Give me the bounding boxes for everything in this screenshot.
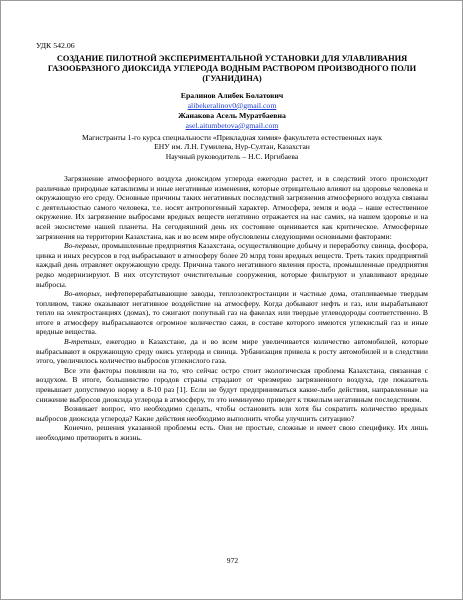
affiliation-line-3: Научный руководитель – Н.С. Иргибаева xyxy=(165,152,299,162)
paragraph-lead: В-третьих, xyxy=(64,337,102,347)
udk-code: УДК 542.06 xyxy=(36,41,75,50)
author-email-2[interactable]: asel.aitumbetova@gmail.com xyxy=(185,120,279,130)
paragraph-first-factor: Во-первых, промышленные предприятия Казахстана, осуществляющие добычу и переработку свинца, фосфора, цинка и иных ресурсов в год выбрасывают в атмосферу более 20 млрд тонн вредных веществ. Треть таких предприятий каждый день отравляет окружающую среду. Причина такого негативного явления проста, промышленные предприятия редко модернизируют. В них отсутствуют очистительные сооружения, которые фильтруют и улавливают вредные выбросы. xyxy=(36,241,428,289)
paragraph-lead: Во-первых, xyxy=(64,241,100,251)
author-block xyxy=(36,91,428,131)
paper-title: СОЗДАНИЕ ПИЛОТНОЙ ЭКСПЕРИМЕНТАЛЬНОЙ УСТАНОВКИ ДЛЯ УЛАВЛИВАНИЯ ГАЗООБРАЗНОГО ДИОКСИДА УГЛЕРОДА ВОДНЫМ РАСТВОРОМ ПРОИЗВОДНОГО ПОЛИ (ГУАНИДИНА) xyxy=(47,53,417,83)
paragraph-third-factor: В-третьих, ежегодно в Казахстане, да и во всем мире увеличивается количество автомобилей, которые выбрасывают в окружающую среду окись углерода и свинца. Урбанизация привела к росту автомобилей и в следствии этого, увеличилось количество выбросов углекислого газа. xyxy=(36,337,428,366)
article-body xyxy=(36,174,428,443)
paragraph-solution: Конечно, решения указанной проблемы есть. Они не простые, сложные и имеет свою специфику. Их лишь необходимо претворить в жизнь. xyxy=(36,423,428,443)
paragraph-second-factor: Во-вторых, нефтеперерабатывающие заводы, теплоэлектростанции и частные дома, отапливаемые твердым топливом, также оказывают негативное воздействие на атмосферу. Когда добывают нефть и газ, или вырабатывают тепло на электростанциях (домах), то сжигают попутный газ на факелах или твердые углеводороды соответственно. В итоге в атмосферу выбрасываются огромное количество сажи, в составе которого имеются углекислый газ и иные вредные вещества. xyxy=(36,289,428,337)
author-name-2: Жанакова Асель Муратбаевна xyxy=(178,110,286,120)
page-content xyxy=(36,41,428,443)
paragraph-consequences: Все эти факторы повлияли на то, что сейчас остро стоит экологическая проблема Казахстана, связанная с воздухом. В итоге, большинство городов страны страдают от чрезмерно загрязненного воздуха, где показатель превышает допустимую норму в 8-10 раз [1]. Если не будут предприниматься какие-либо действия, направленные на снижение выбросов диоксида углерода в атмосферу, то это неминуемо приведет к тяжелым негативным последствиям. xyxy=(36,365,428,404)
affiliation-line-1: Магистранты 1-го курса специальности «Прикладная химия» факультета естественных наук xyxy=(82,132,382,142)
page-number: 972 xyxy=(226,556,239,565)
author-email-1[interactable]: alibekeralinov0@gmail.com xyxy=(187,100,277,110)
paragraph-question: Возникает вопрос, что необходимо сделать, чтобы остановить или хотя бы сократить количество вредных выбросов диоксида углерода? Какие действия необходимо выполнить чтобы улучшить ситуацию? xyxy=(36,404,428,423)
paragraph-lead: Во-вторых, xyxy=(64,289,102,299)
paragraph-intro: Загрязнение атмосферного воздуха диоксидом углерода ежегодно растет, и в следствий этого происходит различные природные катаклизмы и иные негативные изменения, которые отрицательно влияют на здоровье человека и окружающую его среду. Основные причины таких негативных последствий загрязнения атмосферного воздуха связаны с деятельностью самого человека, т.е. носят антропогенный характер. Атмосфера, земля и вода – наше естественное окружение. Их загрязнение выбросами вредных веществ негативно отражается на нас самих, на нашем здоровье и на всей экосистеме нашей планеты. На сегодняшний день их состояние оценивается как критическое. Атмосферные загрязнения на территории Казахстана, как и во всем мире обусловлены следующими основными факторами: xyxy=(36,173,428,241)
author-name-1: Ералинов Алибек Болатович xyxy=(180,90,284,100)
affiliation-line-2: ЕНУ им. Л.Н. Гумилева, Нур-Султан, Казахстан xyxy=(154,142,310,152)
affiliation-block xyxy=(36,133,428,162)
